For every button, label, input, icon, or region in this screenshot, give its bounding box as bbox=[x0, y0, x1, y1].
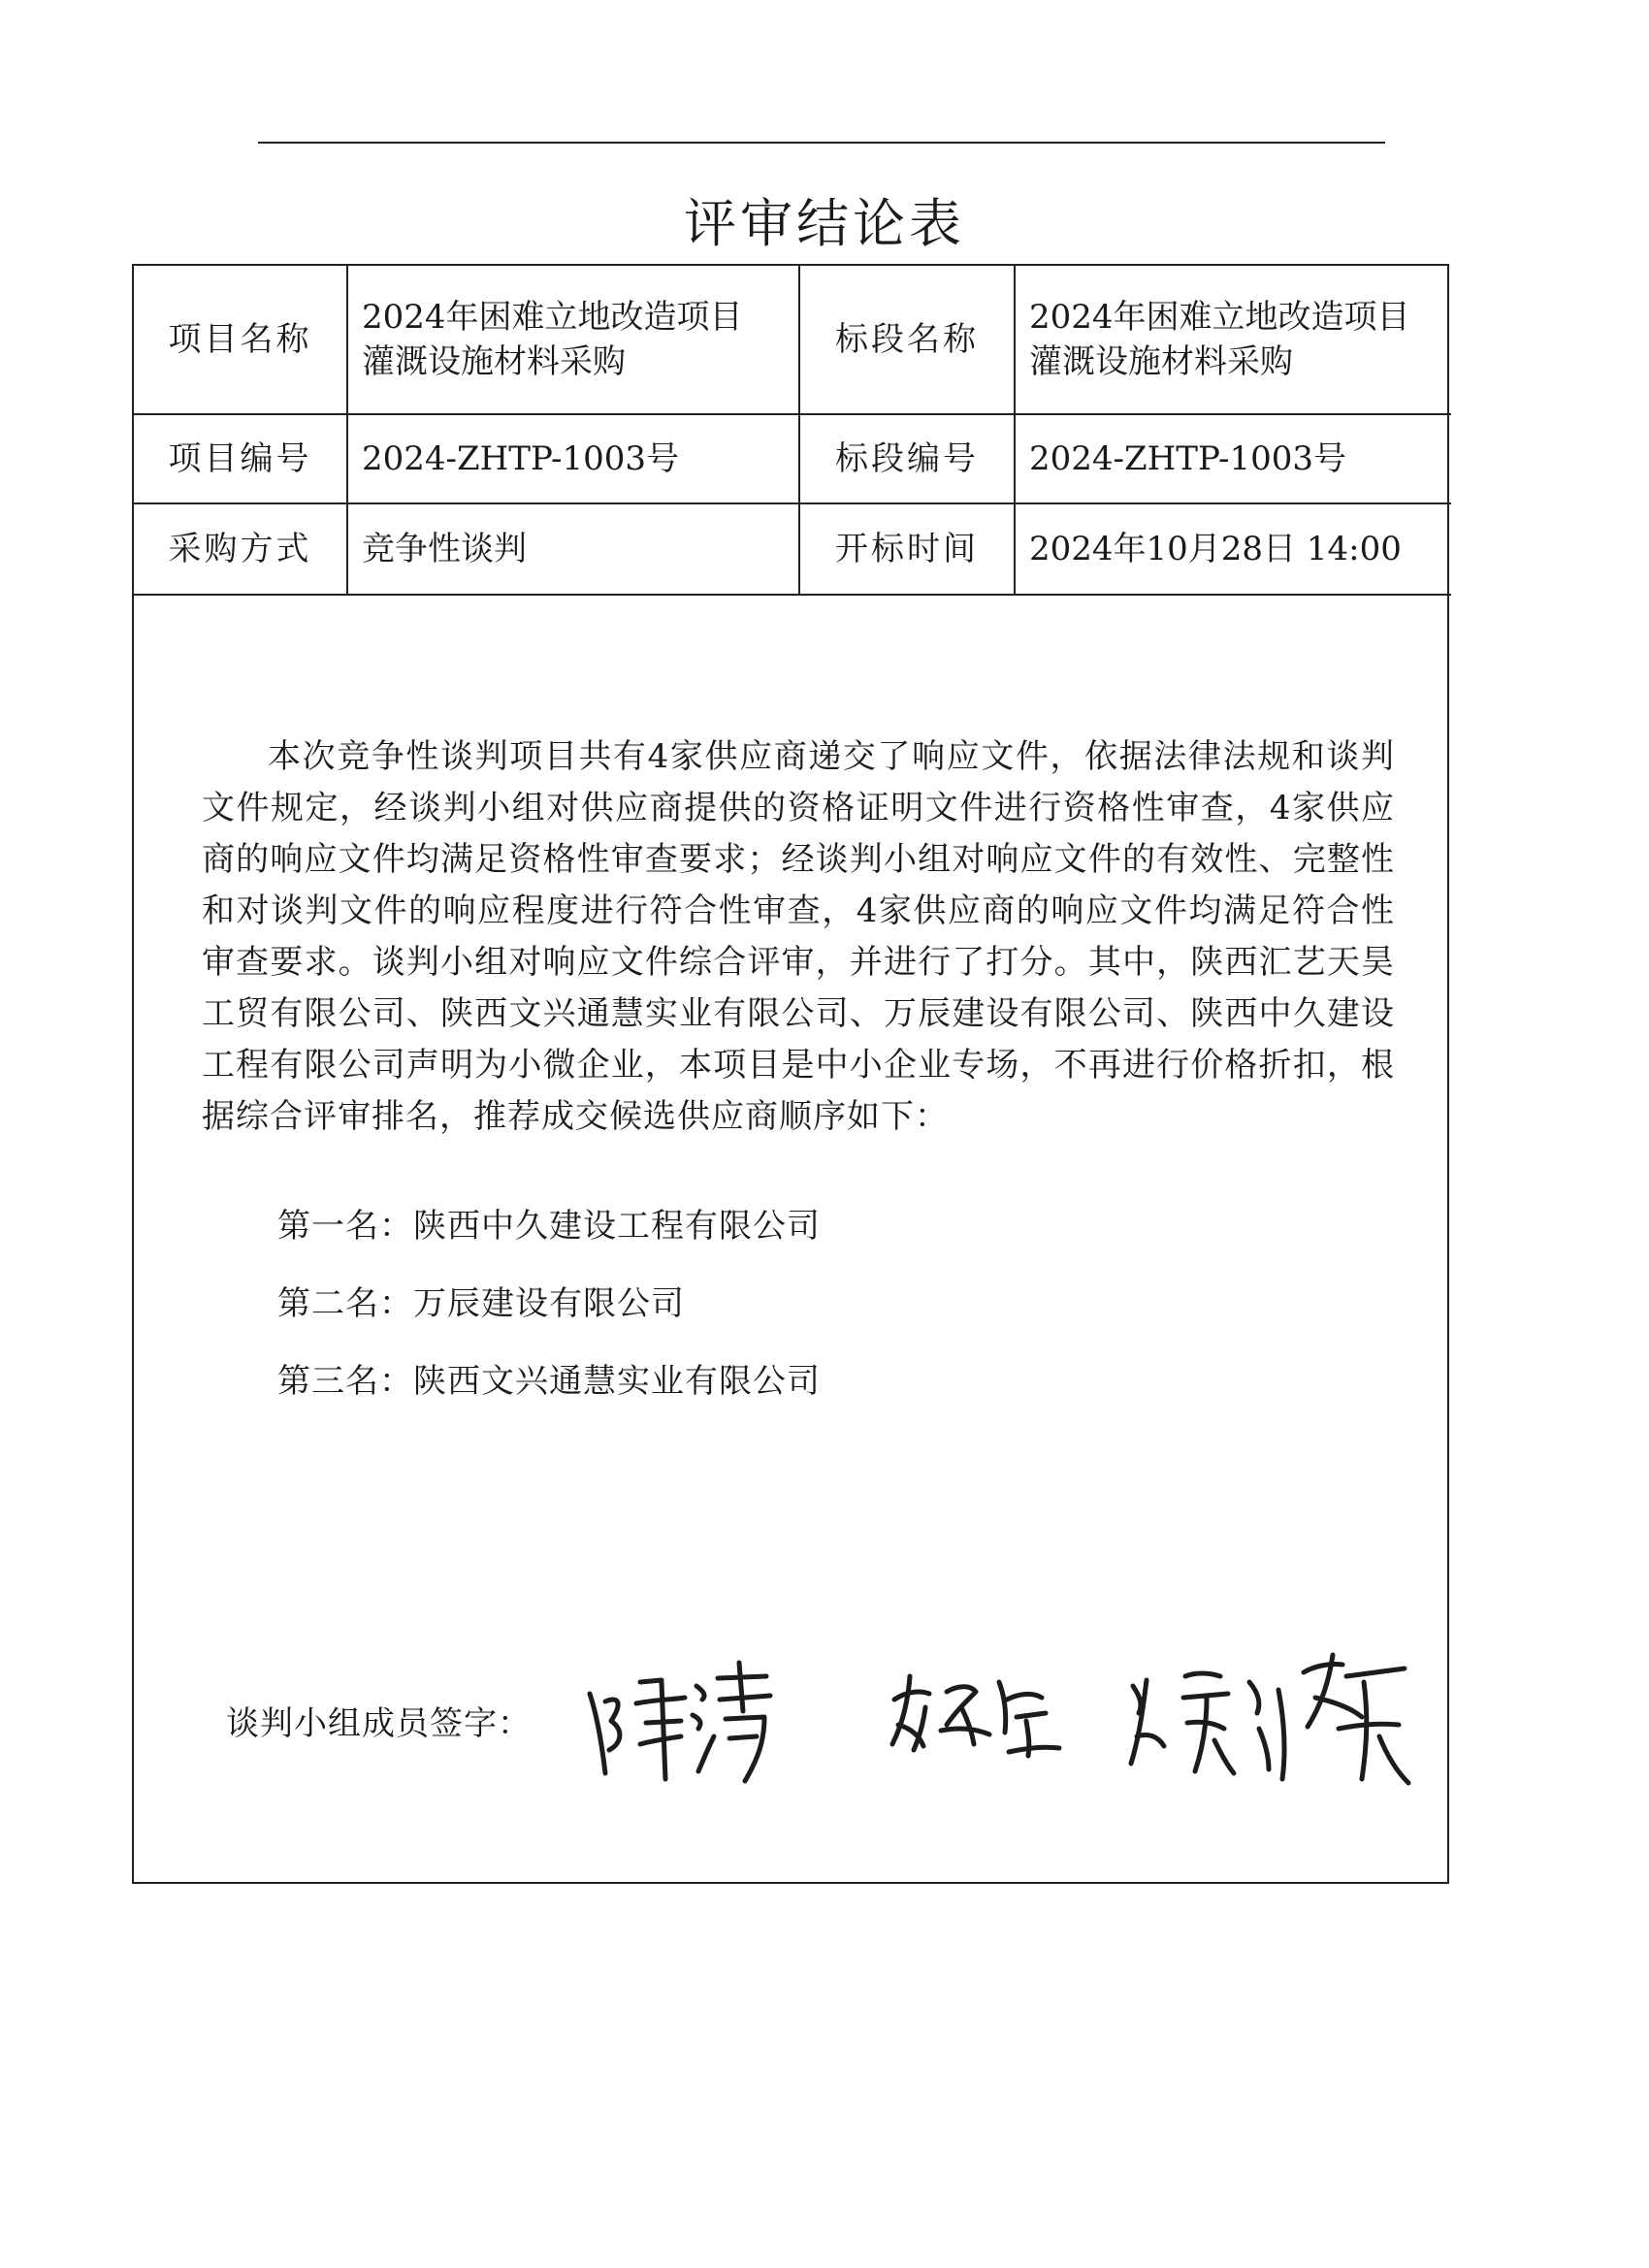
review-conclusion-form bbox=[132, 264, 1449, 1884]
lot-number-value: 2024-ZHTP-1003号 bbox=[1015, 414, 1451, 503]
lot-name-label: 标段名称 bbox=[799, 266, 1015, 414]
rank-second: 第二名：万辰建设有限公司 bbox=[277, 1284, 685, 1323]
rank-third: 第三名：陕西文兴通慧实业有限公司 bbox=[277, 1362, 821, 1401]
signature-label: 谈判小组成员签字： bbox=[226, 1704, 532, 1743]
opening-time-label: 开标时间 bbox=[799, 503, 1015, 595]
project-number-label: 项目编号 bbox=[134, 414, 347, 503]
project-name-value bbox=[347, 266, 799, 414]
conclusion-paragraph: 本次竞争性谈判项目共有4家供应商递交了响应文件，依据法律法规和谈判文件规定，经谈判小组对供应商提供的资格证明文件进行资格性审查，4家供应商的响应文件均满足资格性审查要求；经谈判小组对响应文件的有效性、完整性和对谈判文件的响应程度进行符合性审查，4家供应商的响应文件均满足符合性审查要求。谈判小组对响应文件综合评审，并进行了打分。其中，陕西汇艺天昊工贸有限公司、陕西文兴通慧实业有限公司、万辰建设有限公司、陕西中久建设工程有限公司声明为小微企业，本项目是中小企业专场，不再进行价格折扣，根据综合评审排名，推荐成交候选供应商顺序如下： bbox=[202, 737, 1395, 1136]
lot-number-label: 标段编号 bbox=[799, 414, 1015, 503]
project-name-line: 2024年困难立地改造项目 bbox=[362, 298, 743, 337]
project-name-label: 项目名称 bbox=[134, 266, 347, 414]
lot-name-line: 灌溉设施材料采购 bbox=[1029, 342, 1293, 381]
lot-name-value bbox=[1015, 266, 1451, 414]
table-row bbox=[134, 414, 1451, 503]
page-title: 评审结论表 bbox=[684, 193, 965, 254]
signature-3 bbox=[1114, 1643, 1424, 1808]
project-number-value: 2024-ZHTP-1003号 bbox=[347, 414, 799, 503]
table-row bbox=[134, 503, 1451, 595]
opening-time-value: 2024年10月28日 14:00 bbox=[1015, 503, 1451, 595]
rank-first: 第一名：陕西中久建设工程有限公司 bbox=[277, 1207, 821, 1246]
project-info-table bbox=[134, 266, 1451, 596]
table-row bbox=[134, 266, 1451, 414]
header-rule bbox=[258, 142, 1385, 144]
procurement-method-value: 竞争性谈判 bbox=[347, 503, 799, 595]
signature-2 bbox=[881, 1643, 1075, 1779]
procurement-method-label: 采购方式 bbox=[134, 503, 347, 595]
ranking-list bbox=[277, 1187, 821, 1420]
project-name-line: 灌溉设施材料采购 bbox=[362, 342, 626, 381]
lot-name-line: 2024年困难立地改造项目 bbox=[1029, 298, 1410, 337]
signature-1 bbox=[572, 1643, 795, 1789]
